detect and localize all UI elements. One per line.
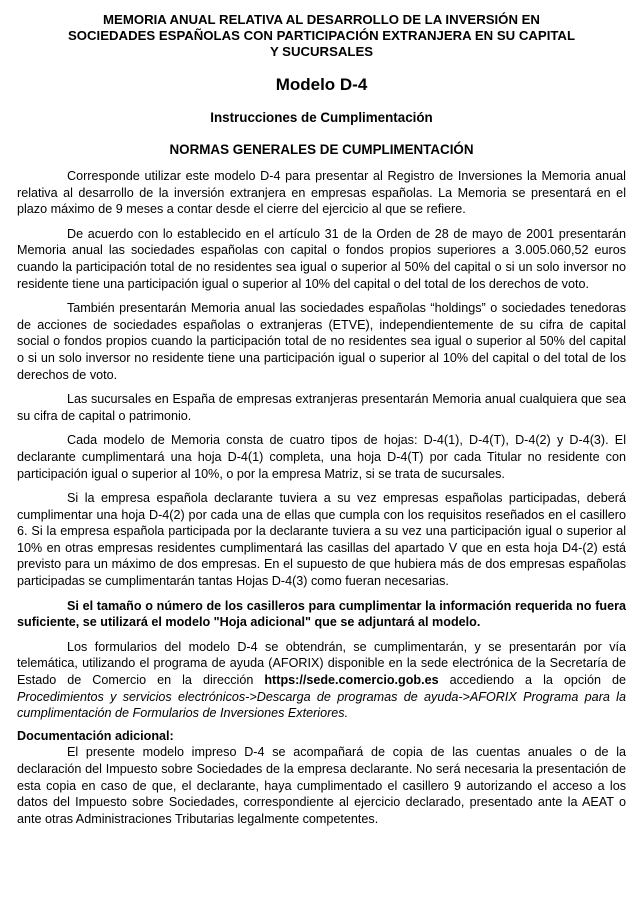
paragraph-6: Si la empresa española declarante tuviera a su vez empresas españolas participadas, deberá cumplimentar una hoja D-4(2) por cada una de ellas que cumpla con los requisitos reseñados en el casillero 6. Si la empresa española participada por la declarante tuviera a su vez una participación igual o superior al 10% en otras empresas residentes cumplimentará las casillas del apartado V que en esta hoja D4-(2) está previsto para un máximo de dos empresas. En el supuesto de que hubiera más de dos empresas españolas participadas se cumplimentarán tantas Hojas D-4(3) como fueran necesarias. xyxy=(17,491,626,589)
aforix-path: Procedimientos y servicios electrónicos->Descarga de programas de ayuda->AFORIX Programa para la cumplimentación de Formularios de Inversiones Exteriores. xyxy=(17,689,626,721)
general-rules-heading: NORMAS GENERALES DE CUMPLIMENTACIÓN xyxy=(169,142,474,157)
paragraph-2: De acuerdo con lo establecido en el artículo 31 de la Orden de 28 de mayo de 2001 presentarán Memoria anual las sociedades españolas con capital o fondos propios superiores a 3.005.060,52 euros cuando la participación total de no residentes sea igual o superior al 50% del capital o si un solo inversor no residente tiene una participación igual o superior al 10% del capital o del total de los derechos de voto. xyxy=(17,226,626,291)
model-heading: Modelo D-4 xyxy=(275,75,368,94)
paragraph-8 xyxy=(17,639,626,722)
title-line-1: MEMORIA ANUAL RELATIVA AL DESARROLLO DE LA INVERSIÓN EN xyxy=(103,12,540,27)
paragraph-8-text-a: Los formularios del modelo D-4 se obtendrán, se cumplimentarán, y se presentarán por vía telemática, utilizando el programa de ayuda (AFORIX) disponible en la sede electrónica de la Secretaría de Estado de Comercio en la dirección xyxy=(17,639,626,688)
paragraph-4: Las sucursales en España de empresas extranjeras presentarán Memoria anual cualquiera que sea su cifra de capital o patrimonio. xyxy=(17,392,626,423)
title-line-3: Y SUCURSALES xyxy=(269,44,374,59)
paragraph-5: Cada modelo de Memoria consta de cuatro tipos de hojas: D-4(1), D-4(T), D-4(2) y D-4(3). El declarante cumplimentará una hoja D-4(1) completa, una hoja D-4(T) por cada Titular no residente con participación igual o superior al 10%, o por la empresa Matriz, si se trata de sucursales. xyxy=(17,433,626,481)
sede-url-link[interactable]: https://sede.comercio.gob.es xyxy=(264,673,439,688)
paragraph-3: También presentarán Memoria anual las sociedades españolas “holdings” o sociedades tenedoras de acciones de sociedades españolas o extranjeras (ETVE), independientemente de su cifra de capital social o fondos propios cuando la participación total de no residentes sea igual o superior al 50% del capital o si un solo inversor no residente tiene una participación igual o superior al 10% del capital o del total de los derechos de voto. xyxy=(17,301,626,382)
paragraph-1: Corresponde utilizar este modelo D-4 para presentar al Registro de Inversiones la Memoria anual relativa al desarrollo de la inversión extranjera en empresas españolas. La Memoria se presentará en el plazo máximo de 9 meses a contar desde el cierre del ejercicio al que se refiere. xyxy=(17,169,626,217)
document-title xyxy=(21,12,622,60)
paragraph-7: Si el tamaño o número de los casilleros para cumplimentar la información requerida no fuera suficiente, se utilizará el modelo "Hoja adicional" que se adjuntará al modelo. xyxy=(17,598,626,630)
instructions-heading: Instrucciones de Cumplimentación xyxy=(210,110,433,125)
title-line-2: SOCIEDADES ESPAÑOLAS CON PARTICIPACIÓN EXTRANJERA EN SU CAPITAL xyxy=(67,28,576,43)
paragraph-9: El presente modelo impreso D-4 se acompañará de copia de las cuentas anuales o de la declaración del Impuesto sobre Sociedades de la empresa declarante. No será necesaria la presentación de esta copia en caso de que, el declarante, haya cumplimentado el casillero 9 autorizando el acceso a los datos del Impuesto sobre Sociedades, correspondiente al ejercicio declarado, presentado ante la AEAT o ante otras Administraciones Tributarias legalmente competentes. xyxy=(17,745,626,826)
paragraph-8-text-b: accediendo a la opción de xyxy=(438,673,627,688)
section-additional-docs: Documentación adicional: xyxy=(17,728,174,743)
